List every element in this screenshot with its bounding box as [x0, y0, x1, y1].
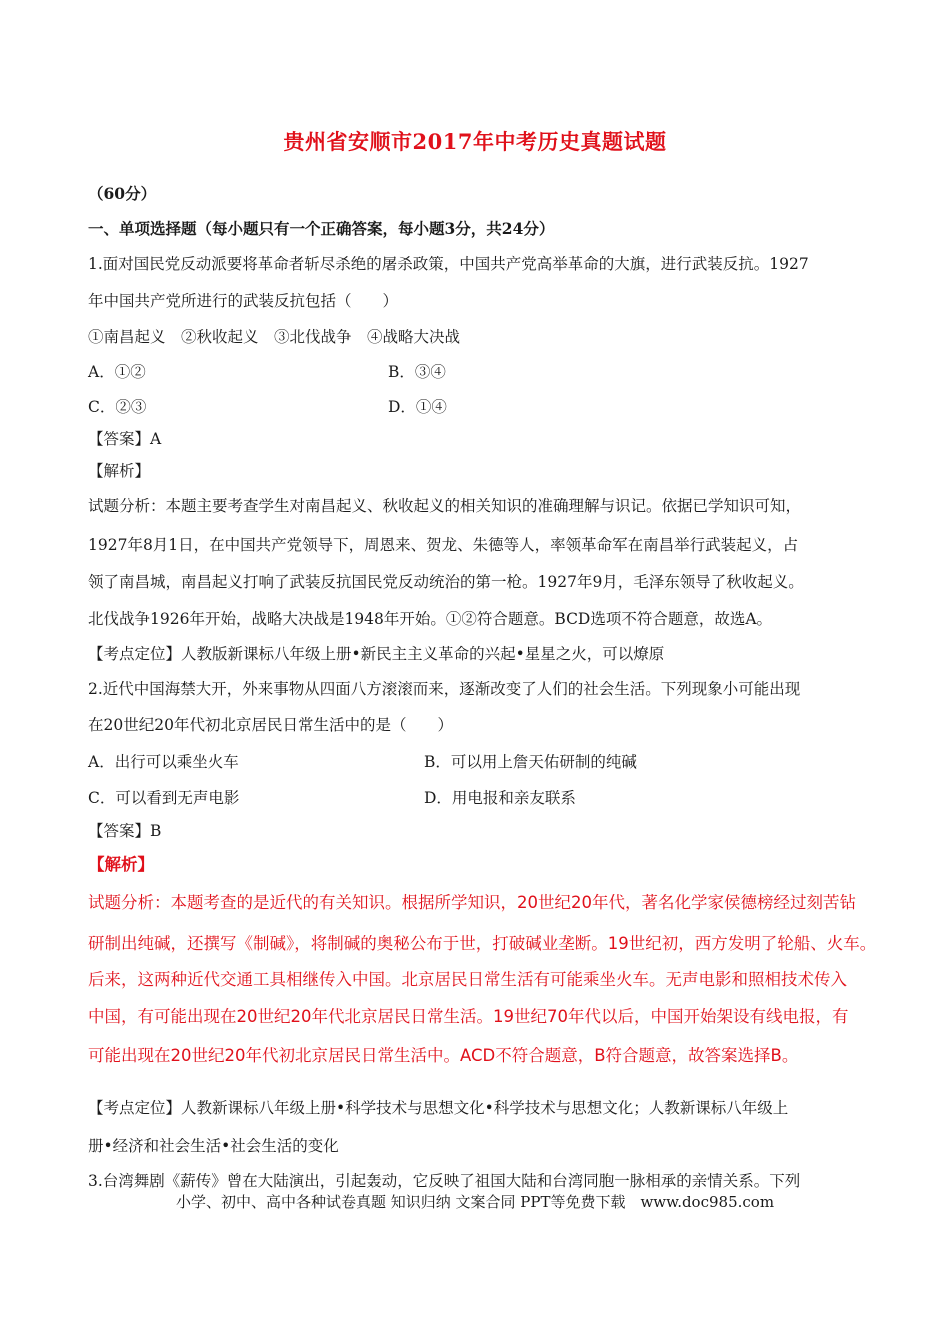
q2-analysis-line5: 可能出现在20世纪20年代初北京居民日常生活中。ACD不符合题意，B符合题意，故答案选择B。	[88, 1046, 799, 1065]
q2-option-d: D．用电报和亲友联系	[424, 789, 576, 807]
q1-answer: 【答案】A	[88, 430, 162, 448]
q1-option-b: B．③④	[388, 363, 446, 381]
q1-stem-line2: 年中国共产党所进行的武装反抗包括（ ）	[88, 292, 399, 310]
q2-analysis-line3: 后来，这两种近代交通工具相继传入中国。北京居民日常生活有可能乘坐火车。无声电影和照相技术传入	[88, 970, 847, 989]
q2-answer: 【答案】B	[88, 822, 162, 840]
page-title: 贵州省安顺市2017年中考历史真题试题	[283, 129, 667, 154]
q1-option-c: C．②③	[88, 398, 147, 416]
q1-items: ①南昌起义 ②秋收起义 ③北伐战争 ④战略大决战	[88, 328, 461, 346]
q2-option-c: C．可以看到无声电影	[88, 789, 240, 807]
q2-option-b: B．可以用上詹天佑研制的纯碱	[424, 753, 637, 771]
q2-analysis-line1: 试题分析：本题考查的是近代的有关知识。根据所学知识，20世纪20年代，著名化学家侯德榜经过刻苦钻	[88, 893, 856, 912]
q1-analysis-label: 【解析】	[88, 462, 151, 480]
q1-option-a: A．①②	[88, 363, 146, 381]
q1-option-d: D．①④	[388, 398, 447, 416]
total-score: （60分）	[88, 184, 157, 203]
q2-kaodian-line2: 册•经济和社会生活•社会生活的变化	[88, 1137, 339, 1155]
q1-analysis-line2: 1927年8月1日，在中国共产党领导下，周恩来、贺龙、朱德等人，率领革命军在南昌举行武装起义，占	[88, 536, 799, 554]
q1-analysis-line1: 试题分析：本题主要考查学生对南昌起义、秋收起义的相关知识的准确理解与识记。依据已学知识可知，	[88, 497, 802, 515]
q2-stem-line2: 在20世纪20年代初北京居民日常生活中的是（ ）	[88, 716, 453, 734]
q1-stem-line1: 1.面对国民党反动派要将革命者斩尽杀绝的屠杀政策，中国共产党高举革命的大旗，进行武装反抗。1927	[88, 255, 809, 273]
q2-kaodian-line1: 【考点定位】人教新课标八年级上册•科学技术与思想文化•科学技术与思想文化；人教新课标八年级上	[88, 1099, 789, 1117]
q1-kaodian: 【考点定位】人教版新课标八年级上册•新民主主义革命的兴起•星星之火，可以燎原	[88, 645, 665, 663]
section-heading: 一、单项选择题（每小题只有一个正确答案，每小题3分，共24分）	[88, 219, 555, 238]
q1-analysis-line4: 北伐战争1926年开始，战略大决战是1948年开始。①②符合题意。BCD选项不符合题意，故选A。	[88, 610, 773, 628]
q2-analysis-label: 【解析】	[88, 855, 154, 874]
q2-option-a: A．出行可以乘坐火车	[88, 753, 239, 771]
q3-stem-line1: 3.台湾舞剧《薪传》曾在大陆演出，引起轰动，它反映了祖国大陆和台湾同胞一脉相承的亲情关系。下列	[88, 1172, 801, 1190]
q2-analysis-line4: 中国，有可能出现在20世纪20年代北京居民日常生活。19世纪70年代以后，中国开始架设有线电报，有	[88, 1007, 849, 1026]
q2-analysis-line2: 研制出纯碱，还撰写《制碱》，将制碱的奥秘公布于世，打破碱业垄断。19世纪初，西方发明了轮船、火车。	[88, 934, 877, 953]
page-footer: 小学、初中、高中各种试卷真题 知识归纳 文案合同 PPT等免费下载 www.doc985.com	[175, 1193, 775, 1211]
q2-stem-line1: 2.近代中国海禁大开，外来事物从四面八方滚滚而来，逐渐改变了人们的社会生活。下列现象小可能出现	[88, 680, 801, 698]
q1-analysis-line3: 领了南昌城，南昌起义打响了武装反抗国民党反动统治的第一枪。1927年9月，毛泽东领导了秋收起义。	[88, 573, 804, 591]
